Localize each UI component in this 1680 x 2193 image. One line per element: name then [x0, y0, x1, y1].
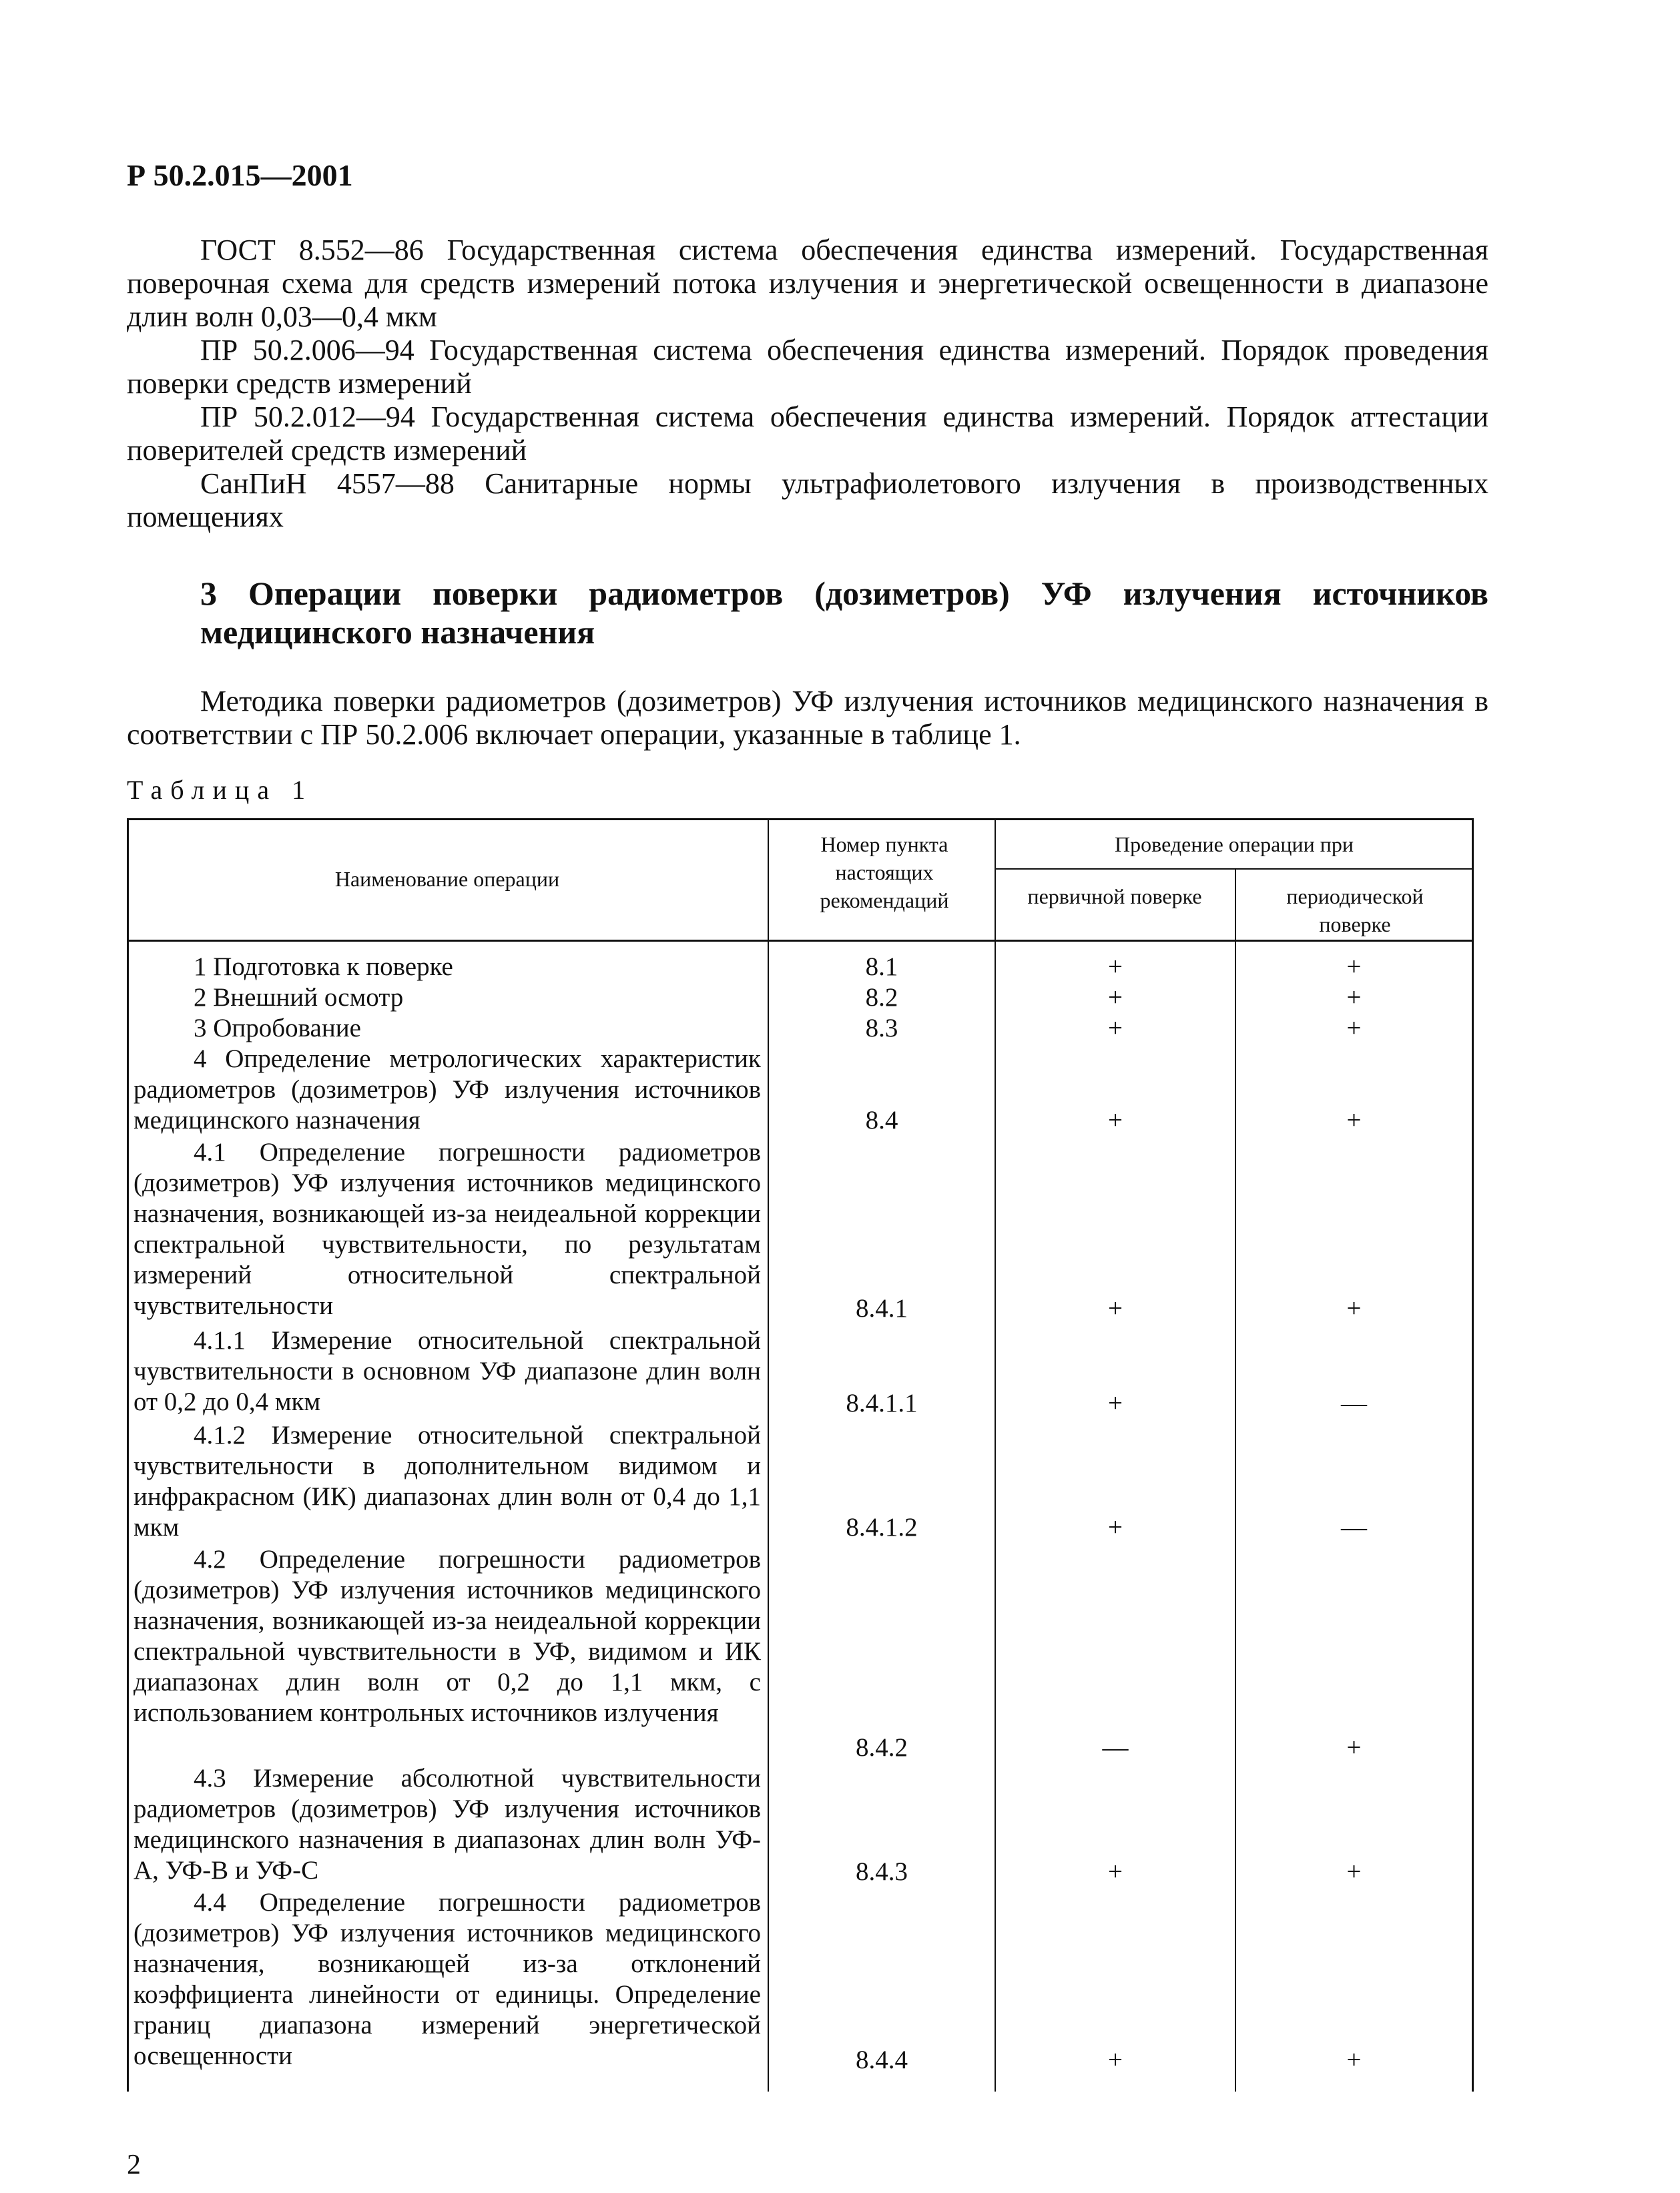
table-row	[133, 1137, 761, 1321]
table-row	[133, 1044, 761, 1136]
normative-references	[127, 234, 1488, 534]
clause-number: 8.4.3	[856, 1857, 908, 1886]
clause-number: 8.4	[865, 1106, 898, 1135]
clause-number: 8.2	[865, 983, 898, 1012]
table-row	[133, 1544, 761, 1729]
section-title: 3 Операции поверки радиометров (дозиметров) УФ излучения источников медицинского назначения	[200, 575, 1488, 651]
table-row	[194, 982, 768, 1013]
primary-mark: +	[1108, 952, 1123, 981]
header-group: Проведение операции при	[1115, 832, 1354, 856]
primary-mark: +	[1108, 2046, 1123, 2074]
table-col-divider-3	[1235, 868, 1236, 2092]
periodic-mark: +	[1346, 1106, 1362, 1135]
reference-item: СанПиН 4557—88 Санитарные нормы ультрафиолетового излучения в производственных помещениях	[127, 467, 1488, 533]
reference-item: ПР 50.2.012—94 Государственная система обеспечения единства измерений. Порядок аттестации поверителей средств измерений	[127, 400, 1488, 466]
table-row	[133, 1420, 761, 1543]
primary-mark: +	[1108, 983, 1123, 1012]
section-intro: Методика поверки радиометров (дозиметров) УФ излучения источников медицинского назначения в соответствии с ПР 50.2.006 включает операции, указанные в таблице 1.	[127, 685, 1488, 751]
periodic-mark: +	[1346, 952, 1362, 981]
periodic-mark: +	[1346, 2046, 1362, 2074]
page-number: 2	[127, 2150, 141, 2180]
primary-mark: +	[1108, 1857, 1123, 1886]
table-row	[194, 1013, 768, 1044]
primary-mark: —	[1102, 1733, 1129, 1762]
table-row	[133, 1887, 761, 2072]
operation-text: 2 Внешний осмотр	[194, 983, 404, 1012]
operation-text: 1 Подготовка к поверке	[194, 952, 453, 981]
table-header-bottom-border	[127, 940, 1474, 942]
table-row	[194, 952, 768, 982]
reference-item: ПР 50.2.006—94 Государственная система обеспечения единства измерений. Порядок проведения поверки средств измерений	[127, 334, 1488, 400]
table-row	[133, 1763, 761, 1886]
table-caption: Таблица 1	[127, 775, 314, 805]
clause-number: 8.4.1	[856, 1294, 908, 1323]
operation-text: 4.1.1 Измерение относительной спектральной чувствительности в основном УФ диапазоне длин волн от 0,2 до 0,4 мкм	[133, 1326, 761, 1416]
table-top-border	[127, 818, 1474, 820]
primary-mark: +	[1108, 1389, 1123, 1418]
periodic-mark: +	[1346, 983, 1362, 1012]
periodic-mark: +	[1346, 1857, 1362, 1886]
clause-number: 8.4.4	[856, 2046, 908, 2074]
header-operation: Наименование операции	[334, 867, 560, 891]
primary-mark: +	[1108, 1014, 1123, 1042]
clause-number: 8.4.1.1	[846, 1389, 918, 1418]
clause-number: 8.1	[865, 952, 898, 981]
clause-number: 8.3	[865, 1014, 898, 1042]
operation-text: 4 Определение метрологических характеристик радиометров (дозиметров) УФ излучения источников медицинского назначения	[133, 1044, 761, 1135]
operations-table	[127, 818, 1474, 2092]
periodic-mark: —	[1341, 1513, 1367, 1542]
table-left-border	[127, 818, 129, 2092]
operation-text: 4.2 Определение погрешности радиометров (дозиметров) УФ излучения источников медицинского назначения, возникающей из-за неидеальной коррекции спектральной чувствительности в УФ, видимом и ИК диапазонах длин волн от 0,2 до 1,1 мкм, с использованием контрольных источников излучения	[133, 1545, 761, 1727]
reference-item: ГОСТ 8.552—86 Государственная система обеспечения единства измерений. Государственная поверочная схема для средств измерений потока излучения и энергетической освещенности в диапазоне длин волн 0,03—0,4 мкм	[127, 234, 1488, 333]
operation-text: 4.4 Определение погрешности радиометров (дозиметров) УФ излучения источников медицинского назначения, возникающей из-за отклонений коэффициента линейности от единицы. Определение границ диапазона измерений энергетической освещенности	[133, 1888, 761, 2070]
operation-text: 4.3 Измерение абсолютной чувствительности радиометров (дозиметров) УФ излучения источников медицинского назначения в диапазонах длин волн УФ-А, УФ-В и УФ-С	[133, 1764, 761, 1885]
header-periodic: периодической поверке	[1286, 884, 1424, 936]
header-clause: Номер пункта настоящих рекомендаций	[820, 832, 949, 912]
primary-mark: +	[1108, 1106, 1123, 1135]
periodic-mark: +	[1346, 1733, 1362, 1762]
table-row	[133, 1325, 761, 1418]
clause-number: 8.4.1.2	[846, 1513, 918, 1542]
table-right-border	[1472, 818, 1474, 2092]
operation-text: 4.1.2 Измерение относительной спектральной чувствительности в дополнительном видимом и инфракрасном (ИК) диапазонах длин волн от 0,4 до 1,1 мкм	[133, 1421, 761, 1542]
primary-mark: +	[1108, 1513, 1123, 1542]
periodic-mark: —	[1341, 1389, 1367, 1418]
table-subheader-divider	[995, 868, 1474, 870]
primary-mark: +	[1108, 1294, 1123, 1323]
periodic-mark: +	[1346, 1014, 1362, 1042]
periodic-mark: +	[1346, 1294, 1362, 1323]
operation-text: 4.1 Определение погрешности радиометров (дозиметров) УФ излучения источников медицинского назначения, возникающей из-за неидеальной коррекции спектральной чувствительности, по результатам измерений относительной спектральной чувствительности	[133, 1138, 761, 1320]
document-code: Р 50.2.015—2001	[127, 158, 353, 192]
operation-text: 3 Опробование	[194, 1014, 361, 1042]
clause-number: 8.4.2	[856, 1733, 908, 1762]
header-primary: первичной поверке	[1027, 884, 1202, 908]
